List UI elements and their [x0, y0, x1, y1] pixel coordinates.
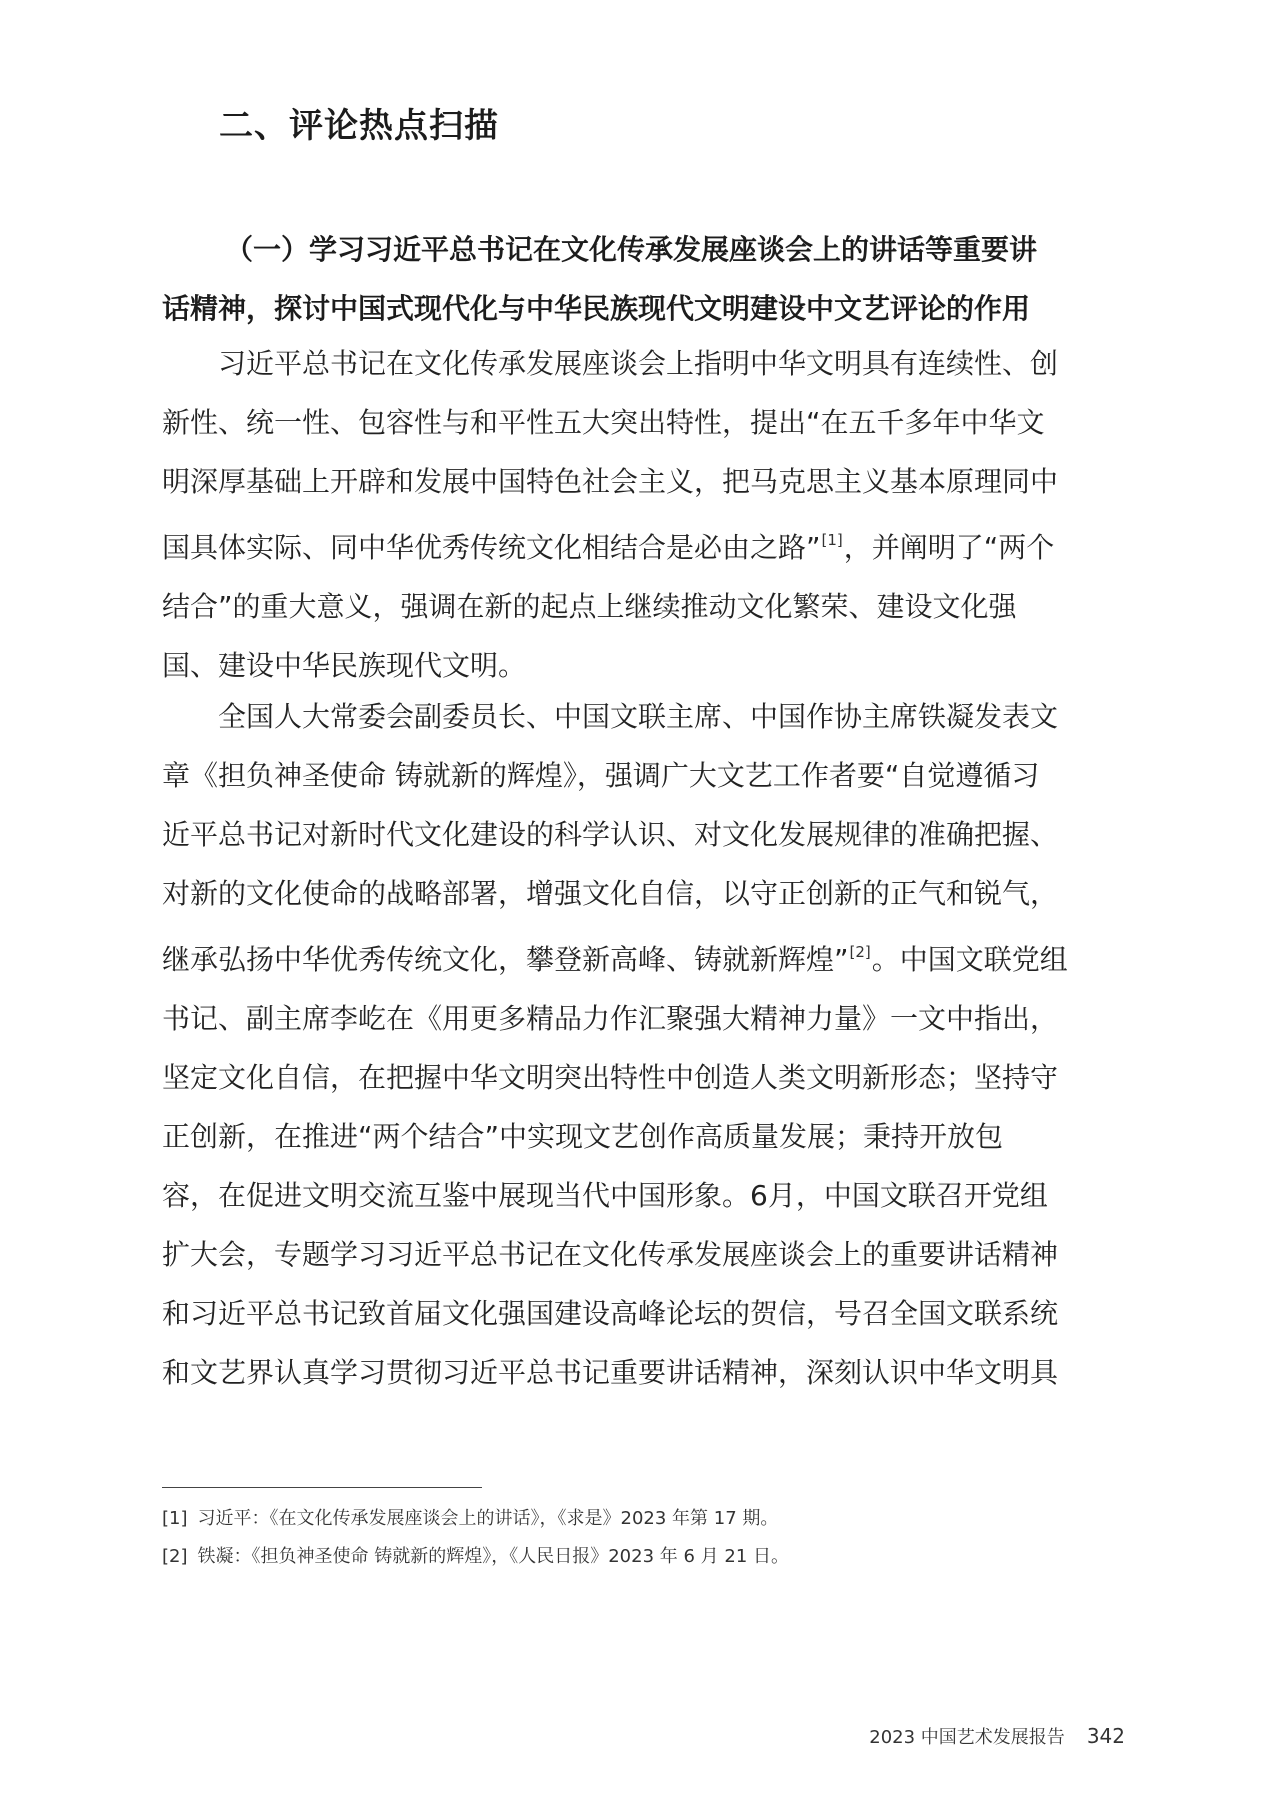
subsection-heading-line: （一）学习习近平总书记在文化传承发展座谈会上的讲话等重要讲 — [225, 233, 1038, 266]
paragraph-line — [162, 511, 1142, 577]
body-paragraph-1 — [162, 334, 1142, 695]
footnote-2 — [162, 1538, 1142, 1576]
section-title: 二、评论热点扫描 — [219, 106, 499, 146]
paragraph-line: 坚定文化自信，在把握中华文明突出特性中创造人类文明新形态；坚持守 — [162, 1061, 1059, 1094]
paragraph-line-text: 国具体实际、同中华优秀传统文化相结合是必由之路” — [162, 531, 821, 564]
paragraph-line: 结合”的重大意义，强调在新的起点上继续推动文化繁荣、建设文化强 — [162, 590, 1017, 623]
paragraph-line-text: ，并阐明了“两个 — [843, 531, 1055, 564]
paragraph-line: 明深厚基础上开辟和发展中国特色社会主义，把马克思主义基本原理同中 — [162, 465, 1059, 498]
paragraph-line-text: 继承弘扬中华优秀传统文化，攀登新高峰、铸就新辉煌” — [162, 943, 849, 976]
paragraph-line: 全国人大常委会副委员长、中国文联主席、中国作协主席铁凝发表文 — [218, 700, 1059, 733]
publication-title: 2023 中国艺术发展报告 — [869, 1727, 1065, 1748]
subsection-heading — [162, 220, 1142, 338]
paragraph-line: 国、建设中华民族现代文明。 — [162, 649, 527, 682]
body-paragraph-2 — [162, 687, 1142, 1402]
paragraph-line-text: 。中国文联党组 — [871, 943, 1068, 976]
footnote-number: [1] — [162, 1508, 188, 1529]
footnote-ref-2[interactable]: [2] — [849, 943, 871, 961]
paragraph-line: 新性、统一性、包容性与和平性五大突出特性，提出“在五千多年中华文 — [162, 406, 1045, 439]
footnote-number: [2] — [162, 1546, 188, 1567]
paragraph-line: 和文艺界认真学习贯彻习近平总书记重要讲话精神，深刻认识中华文明具 — [162, 1356, 1059, 1389]
paragraph-line: 对新的文化使命的战略部署，增强文化自信，以守正创新的正气和锐气， — [162, 877, 1059, 910]
paragraph-line — [162, 923, 1142, 989]
running-footer — [869, 1722, 1125, 1752]
footnote-1 — [162, 1500, 1142, 1538]
paragraph-line: 书记、副主席李屹在《用更多精品力作汇聚强大精神力量》一文中指出， — [162, 1002, 1059, 1035]
paragraph-line: 正创新，在推进“两个结合”中实现文艺创作高质量发展；秉持开放包 — [162, 1120, 1004, 1153]
paragraph-line: 章《担负神圣使命 铸就新的辉煌》，强调广大文艺工作者要“自觉遵循习 — [162, 759, 1040, 792]
footnote-text: 习近平：《在文化传承发展座谈会上的讲话》，《求是》2023 年第 17 期。 — [197, 1508, 779, 1529]
footnote-divider — [162, 1487, 482, 1488]
subsection-heading-line: 话精神，探讨中国式现代化与中华民族现代文明建设中文艺评论的作用 — [162, 292, 1031, 325]
paragraph-line: 近平总书记对新时代文化建设的科学认识、对文化发展规律的准确把握、 — [162, 818, 1059, 851]
footnote-text: 铁凝：《担负神圣使命 铸就新的辉煌》，《人民日报》2023 年 6 月 21 日。 — [197, 1546, 789, 1567]
page-number: 342 — [1086, 1724, 1125, 1748]
paragraph-line: 容，在促进文明交流互鉴中展现当代中国形象。6月，中国文联召开党组 — [162, 1179, 1048, 1212]
paragraph-line: 和习近平总书记致首届文化强国建设高峰论坛的贺信，号召全国文联系统 — [162, 1297, 1059, 1330]
footnote-ref-1[interactable]: [1] — [821, 531, 843, 549]
paragraph-line: 习近平总书记在文化传承发展座谈会上指明中华文明具有连续性、创 — [218, 347, 1059, 380]
paragraph-line: 扩大会，专题学习习近平总书记在文化传承发展座谈会上的重要讲话精神 — [162, 1238, 1059, 1271]
footnotes — [162, 1500, 1142, 1576]
